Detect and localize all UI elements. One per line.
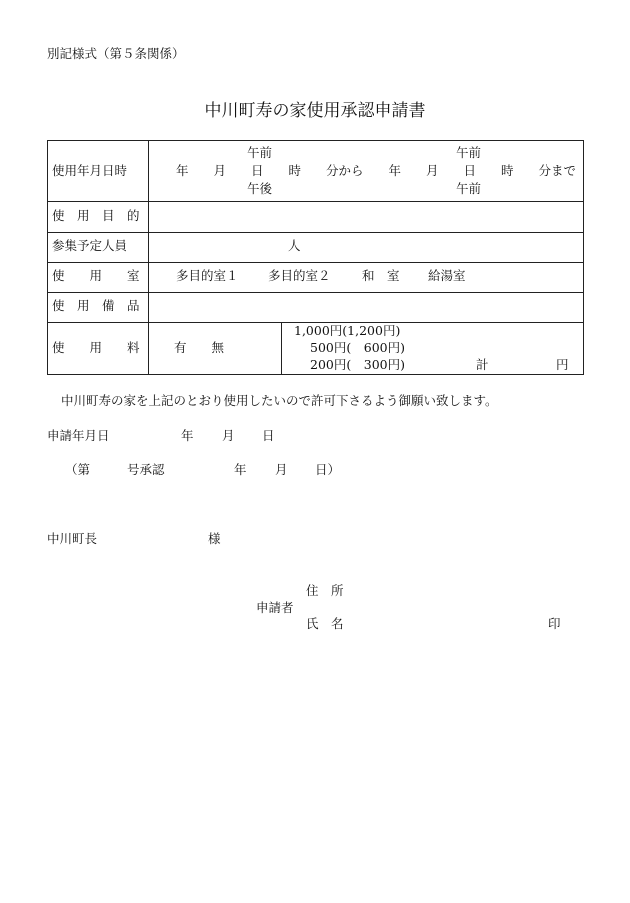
room-option-kitchenette: 給湯室 [428, 268, 466, 283]
fee-total-label: 計 [476, 357, 489, 372]
fee-choice-divider [281, 322, 282, 374]
attendees-label: 参集予定人員 [52, 238, 128, 253]
row-divider [48, 292, 583, 293]
datetime-label: 使用年月日時 [52, 163, 128, 178]
applicant-label: 申請者 [256, 600, 294, 615]
datetime-am-end: 午前 [456, 145, 482, 160]
row-divider [48, 201, 583, 202]
row-divider [48, 262, 583, 263]
addressee-label: 中川町長 [47, 531, 98, 546]
room-label: 使 用 室 [52, 268, 140, 283]
fee-label: 使 用 料 [52, 340, 140, 355]
room-option-multipurpose-1: 多目的室１ [176, 268, 239, 283]
application-date-month: 月 [222, 428, 235, 443]
attendees-unit: 人 [288, 238, 301, 253]
applicant-name-label: 氏 名 [306, 616, 344, 631]
fee-option-1000: 1,000円(1,200円) [294, 323, 401, 338]
room-option-multipurpose-2: 多目的室２ [268, 268, 331, 283]
room-option-japanese-room: 和 室 [362, 268, 400, 283]
fee-option-500: 500円( 600円) [310, 340, 405, 355]
row-divider [48, 232, 583, 233]
application-table [47, 140, 584, 375]
applicant-address-label: 住 所 [306, 583, 344, 598]
page-title: 中川町寿の家使用承認申請書 [204, 101, 426, 121]
datetime-am-start: 午前 [247, 145, 273, 160]
purpose-label: 使 用 目 的 [52, 208, 140, 223]
datetime-am-end-lower: 午前 [456, 181, 482, 196]
request-sentence: 中川町寿の家を上記のとおり使用したいので許可下さるよう御願い致します。 [61, 393, 498, 408]
form-number: 別記様式（第５条関係） [47, 46, 185, 61]
application-date-year: 年 [181, 428, 194, 443]
approval-month: 月 [275, 462, 288, 477]
application-date-label: 申請年月日 [47, 428, 110, 443]
application-date-day: 日 [262, 428, 275, 443]
equipment-label: 使 用 備 品 [52, 298, 140, 313]
addressee-honorific: 様 [208, 531, 221, 546]
approval-number-open: （第 [65, 462, 91, 477]
fee-yes-no: 有 無 [174, 340, 225, 355]
datetime-pm-start: 午後 [247, 181, 273, 196]
datetime-line: 年 月 日 時 分から 年 月 日 時 分まで [176, 163, 577, 178]
approval-year: 年 [234, 462, 247, 477]
approval-day: 日） [315, 462, 341, 477]
fee-option-200: 200円( 300円) [310, 357, 405, 372]
applicant-seal: 印 [548, 616, 561, 631]
label-column-divider [148, 141, 149, 374]
approval-number-suffix: 号承認 [127, 462, 165, 477]
fee-total-yen: 円 [556, 357, 569, 372]
